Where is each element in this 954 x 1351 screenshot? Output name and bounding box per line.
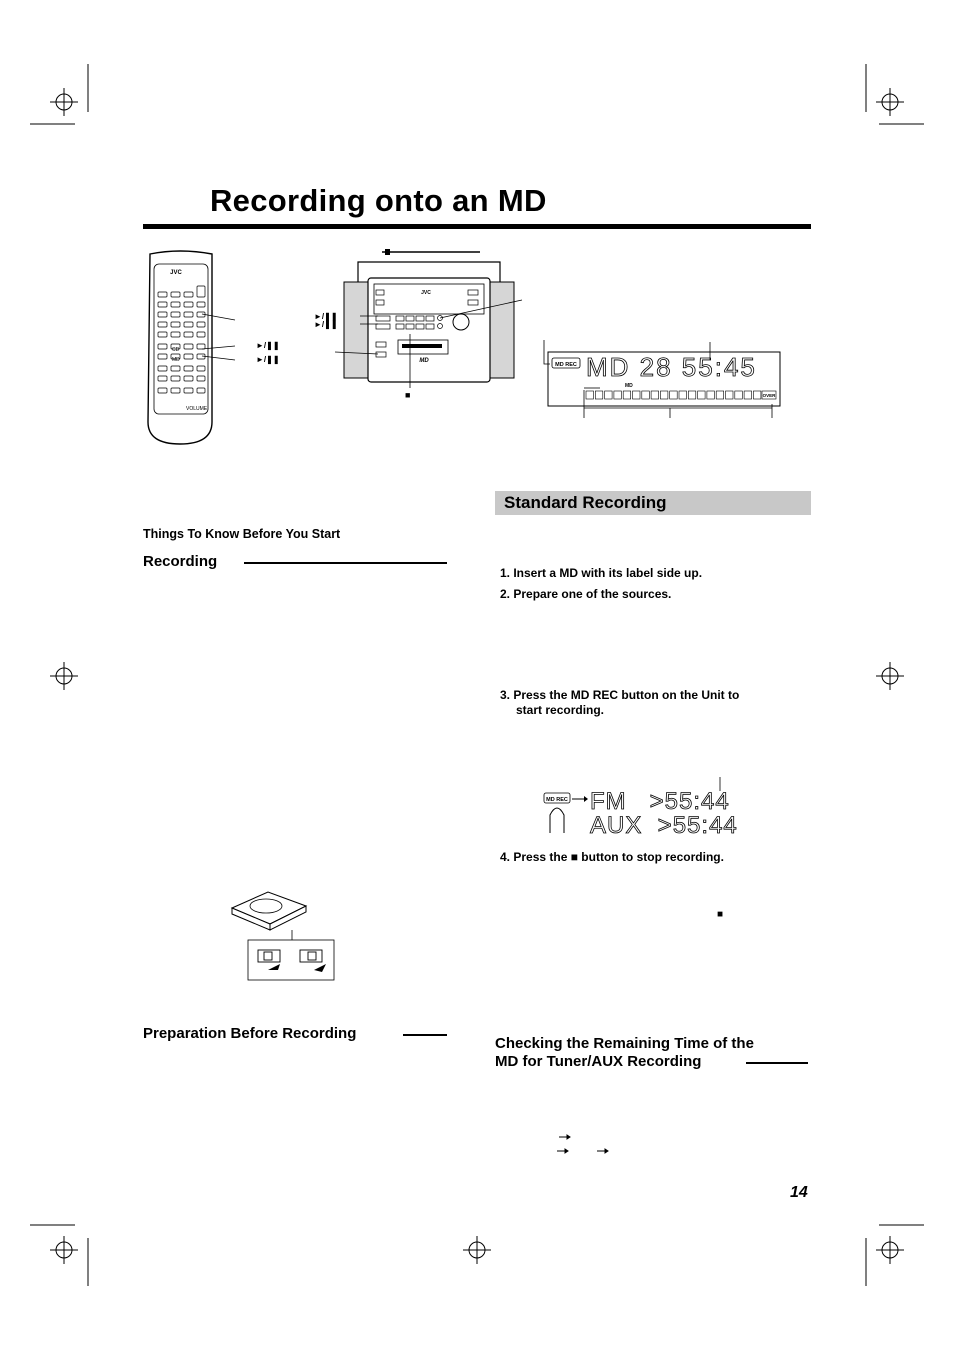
step-1: 1. Insert a MD with its label side up. <box>500 566 703 580</box>
step-2: 2. Prepare one of the sources. <box>500 587 672 601</box>
track-box <box>744 391 752 399</box>
track-box <box>716 391 724 399</box>
title-rule <box>143 224 811 229</box>
track-box <box>688 391 696 399</box>
track-box <box>753 391 761 399</box>
remote-cd-label: CD <box>172 347 180 353</box>
unit-play-pause-2: ►/❚❚ <box>314 320 338 329</box>
track-box <box>651 391 659 399</box>
section-title-bar <box>495 491 811 515</box>
track-box <box>605 391 613 399</box>
things-to-know-heading: Things To Know Before You Start <box>143 527 341 541</box>
remaining-time-heading-2: MD for Tuner/AUX Recording <box>495 1053 702 1070</box>
md-cartridge-figure <box>228 886 338 982</box>
step-4: 4. Press the ■ button to stop recording. <box>500 850 724 864</box>
preparation-heading: Preparation Before Recording <box>143 1025 357 1042</box>
recording-heading-rule <box>244 562 447 564</box>
remote-play-pause-1: ►/❚❚ <box>256 341 280 350</box>
track-box <box>642 391 650 399</box>
page-number: 14 <box>790 1184 808 1201</box>
track-box <box>614 391 622 399</box>
track-box <box>670 391 678 399</box>
remote-play-pause-2: ►/❚❚ <box>256 355 280 364</box>
recording-heading: Recording <box>143 553 218 570</box>
stop-symbol-note: ■ <box>717 909 724 920</box>
unit-play-pause-1: ►/❚❚ <box>314 312 338 321</box>
page-title: Recording onto an MD <box>210 183 547 218</box>
remaining-heading-rule <box>746 1062 808 1064</box>
display-panel-figure <box>540 330 790 425</box>
track-box <box>595 391 603 399</box>
track-box <box>633 391 641 399</box>
track-box <box>726 391 734 399</box>
unit-stop-symbol: ■ <box>405 390 411 400</box>
rec-display-figure <box>540 775 780 839</box>
remaining-time-heading-1: Checking the Remaining Time of the <box>495 1035 754 1052</box>
rec-button-label: MD REC <box>546 797 568 803</box>
rec-line-2: AUX >55:44 <box>590 812 738 839</box>
section-title: Standard Recording <box>504 493 667 512</box>
remote-brand: JVC <box>170 270 182 276</box>
track-box <box>586 391 594 399</box>
step-3: 3. Press the MD REC button on the Unit to <box>500 688 740 702</box>
unit-md-logo: MD <box>419 358 429 364</box>
track-box <box>623 391 631 399</box>
display-md-label: MD <box>625 383 633 389</box>
sequence-arrows <box>555 1132 615 1158</box>
remote-md-label: MD <box>172 357 180 363</box>
display-over-label: OVER <box>762 393 776 398</box>
track-box <box>679 391 687 399</box>
track-box <box>735 391 743 399</box>
preparation-heading-rule <box>403 1034 447 1036</box>
display-readout: MD 28 55:45 <box>586 352 757 382</box>
remote-volume-label: VOLUME <box>186 406 208 412</box>
remote-control-figure <box>140 250 280 450</box>
rec-line-1: FM >55:44 <box>590 788 730 815</box>
track-box <box>698 391 706 399</box>
track-box <box>707 391 715 399</box>
step-3-continued: start recording. <box>516 703 605 717</box>
display-md-rec: MD REC <box>555 362 577 368</box>
track-box <box>660 391 668 399</box>
unit-brand: JVC <box>421 290 431 296</box>
